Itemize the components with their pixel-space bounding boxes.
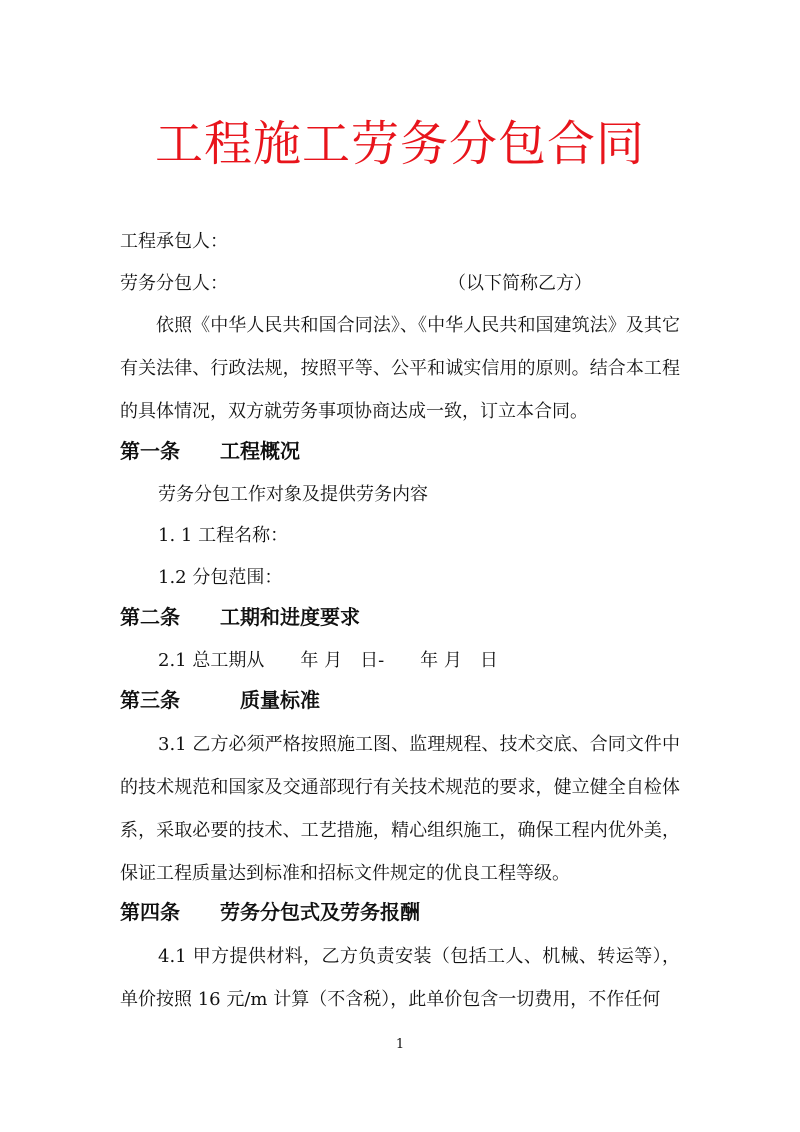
page-number: 1	[395, 1037, 405, 1052]
article-3-item-1: 3.1 乙方必须严格按照施工图、监理规程、技术交底、合同文件中的技术规范和国家及交通部现行有关技术规范的要求，健立健全自检体系，采取必要的技术、工艺措施，精心组织施工，确保工程内优外美，保证工程质量达到标准和招标文件规定的优良工程等级。	[120, 734, 680, 884]
article-2-item-1: 2.1 总工期从 年 月 日- 年 月 日	[158, 650, 498, 671]
article-1-item-2: 1.2 分包范围：	[158, 567, 283, 588]
preamble-paragraph: 依照《中华人民共和国合同法》、《中华人民共和国建筑法》及其它有关法律、行政法规，按照平等、公平和诚实信用的原则。结合本工程的具体情况，双方就劳务事项协商达成一致，订立本合同。	[120, 315, 680, 422]
contractor-line: 工程承包人：	[120, 231, 228, 252]
subcontractor-line: 劳务分包人：	[120, 273, 228, 294]
article-1-intro: 劳务分包工作对象及提供劳务内容	[158, 484, 428, 505]
article-2-heading: 第二条 工期和进度要求	[120, 605, 360, 629]
subcontractor-note: （以下简称乙方）	[448, 273, 592, 294]
article-3-heading: 第三条 质量标准	[120, 688, 320, 712]
document-title: 工程施工劳务分包合同	[154, 116, 645, 172]
article-4-item-1: 4.1 甲方提供材料，乙方负责安装（包括工人、机械、转运等），单价按照 16 元/m 计算（不含税），此单价包含一切费用，不作任何	[120, 946, 680, 1010]
article-4-heading: 第四条 劳务分包式及劳务报酬	[120, 900, 420, 924]
article-1-item-1: 1. 1 工程名称：	[158, 525, 289, 546]
article-1-heading: 第一条 工程概况	[120, 439, 300, 463]
